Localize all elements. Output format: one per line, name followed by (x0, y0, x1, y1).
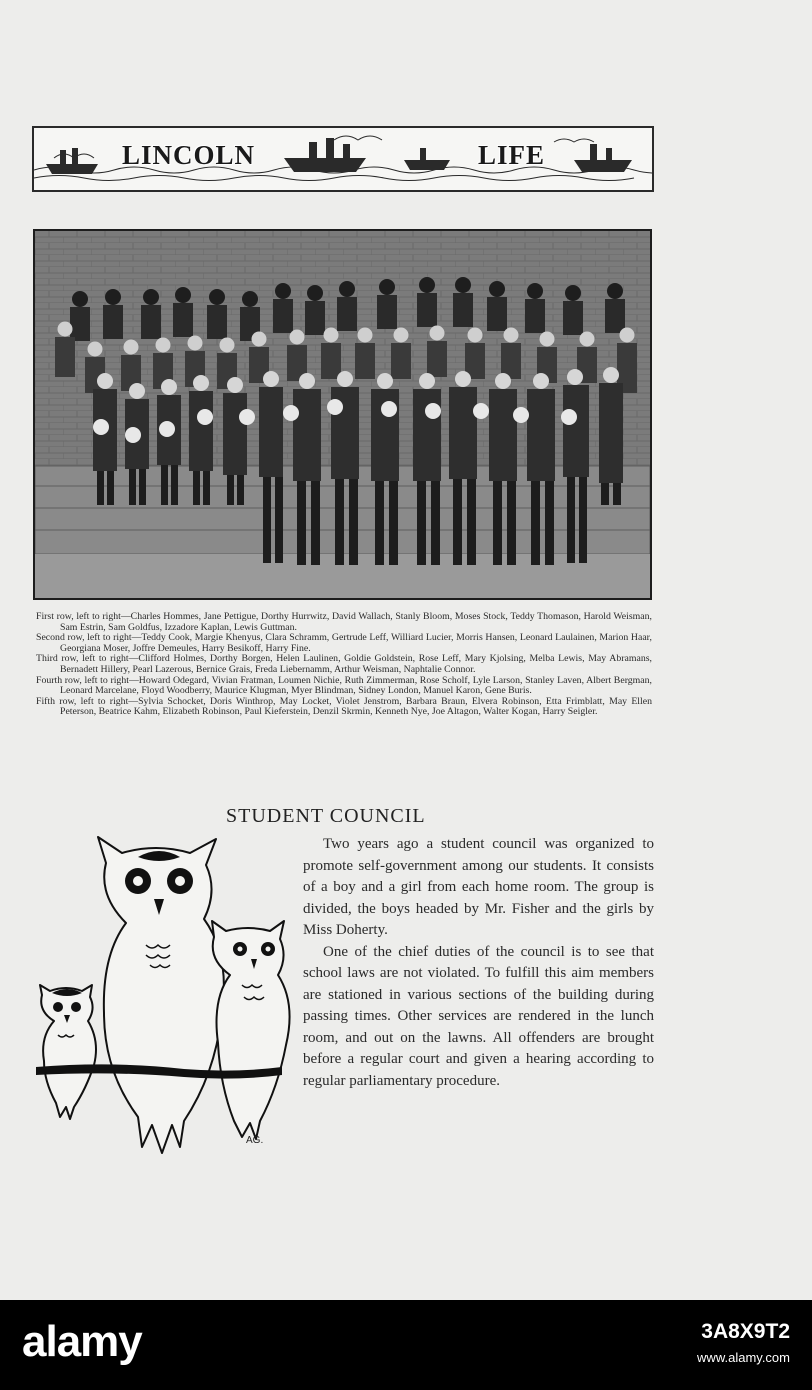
article-paragraph-1: Two years ago a student council was organized to promote self-government among our students. It consists of a boy and a girl from each home room. The group is divided, the boys headed by Mr. Fisher and the girls by Miss Doherty. (303, 836, 654, 938)
alamy-logo: alamy (22, 1317, 142, 1366)
owls-illustration (34, 835, 294, 1155)
banner-title-life: LIFE (478, 140, 546, 170)
class-group-photo (33, 229, 652, 600)
big-owl-icon (98, 837, 224, 1153)
banner-title-lincoln: LINCOLN (122, 140, 256, 170)
ship-icon-2 (284, 138, 366, 172)
small-owl-icon (40, 985, 96, 1119)
article-paragraph-2: One of the chief duties of the council is to see that school laws are not violated. To fulfill this aim members are stationed in various sections of the building during passing times. Other services are rendered in the lunch room, and out on the lawns. All offenders are brought before a regular court and given a hearing according to regular parliamentary procedure. (303, 943, 654, 1089)
photo-caption (36, 612, 652, 718)
caption-row-5: Fifth row, left to right—Sylvia Schocket, Doris Winthrop, May Locket, Violet Jenstrom, Barbara Braun, Elvera Robinson, Etta Frimblatt, May Ellen Peterson, Beatrice Kahm, Elizabeth Robinson, Paul Kieferstein, Denzil Skrmin, Kenneth Nye, Joe Altagon, Walter Kogan, Harry Seigler. (36, 695, 652, 718)
student-council-article (303, 834, 654, 1092)
ship-icon-3 (404, 148, 450, 170)
watermark-info (697, 1320, 790, 1365)
group-photo-illustration (35, 231, 650, 598)
caption-row-3: Third row, left to right—Clifford Holmes, Dorthy Borgen, Helen Laulinen, Goldie Goldstein, Rose Leff, Mary Kjolsing, Melba Lewis, May Abramans, Bernadett Hillery, Pearl Lazerous, Bernice Grais, Freda Liebernamm, Arthur Weisman, Naphtalie Connor. (36, 653, 652, 675)
watermark-url: www.alamy.com (697, 1350, 790, 1365)
image-id: 3A8X9T2 (701, 1320, 790, 1343)
caption-row-1: First row, left to right—Charles Hommes, Jane Pettigue, Dorthy Hurrwitz, David Wallach, Stanly Bloom, Moses Stock, Teddy Thomason, Harold Weisman, Sam Estrin, Sam Goldfus, Izzadore Kaplan, Lewis Guttman. (36, 611, 652, 633)
ship-icon-1 (46, 148, 98, 174)
medium-owl-icon (212, 921, 290, 1139)
illustration-signature: AG. (246, 1135, 264, 1146)
caption-row-4: Fourth row, left to right—Howard Odegard, Vivian Fratman, Loumen Nichie, Ruth Zimmerman, Rose Scholf, Lyle Larson, Stanley Laven, Albert Bergman, Leonard Marcelane, Floyd Woodberry, Maurice Klugman, Myer Blindman, Sidney London, Manuel Karon, Gene Buris. (36, 674, 652, 697)
caption-row-2: Second row, left to right—Teddy Cook, Margie Khenyus, Clara Schramm, Gertrude Leff, Williard Lucier, Morris Hansen, Leonard Laulainen, Marion Haar, Georgiana Moser, Joffre Demeules, Harry Besikoff, Harry Fine. (36, 632, 652, 654)
lincoln-life-banner (32, 126, 654, 192)
ship-icon-4 (574, 144, 632, 172)
section-title: STUDENT COUNCIL (226, 805, 426, 827)
stock-watermark-bar (0, 1300, 812, 1390)
